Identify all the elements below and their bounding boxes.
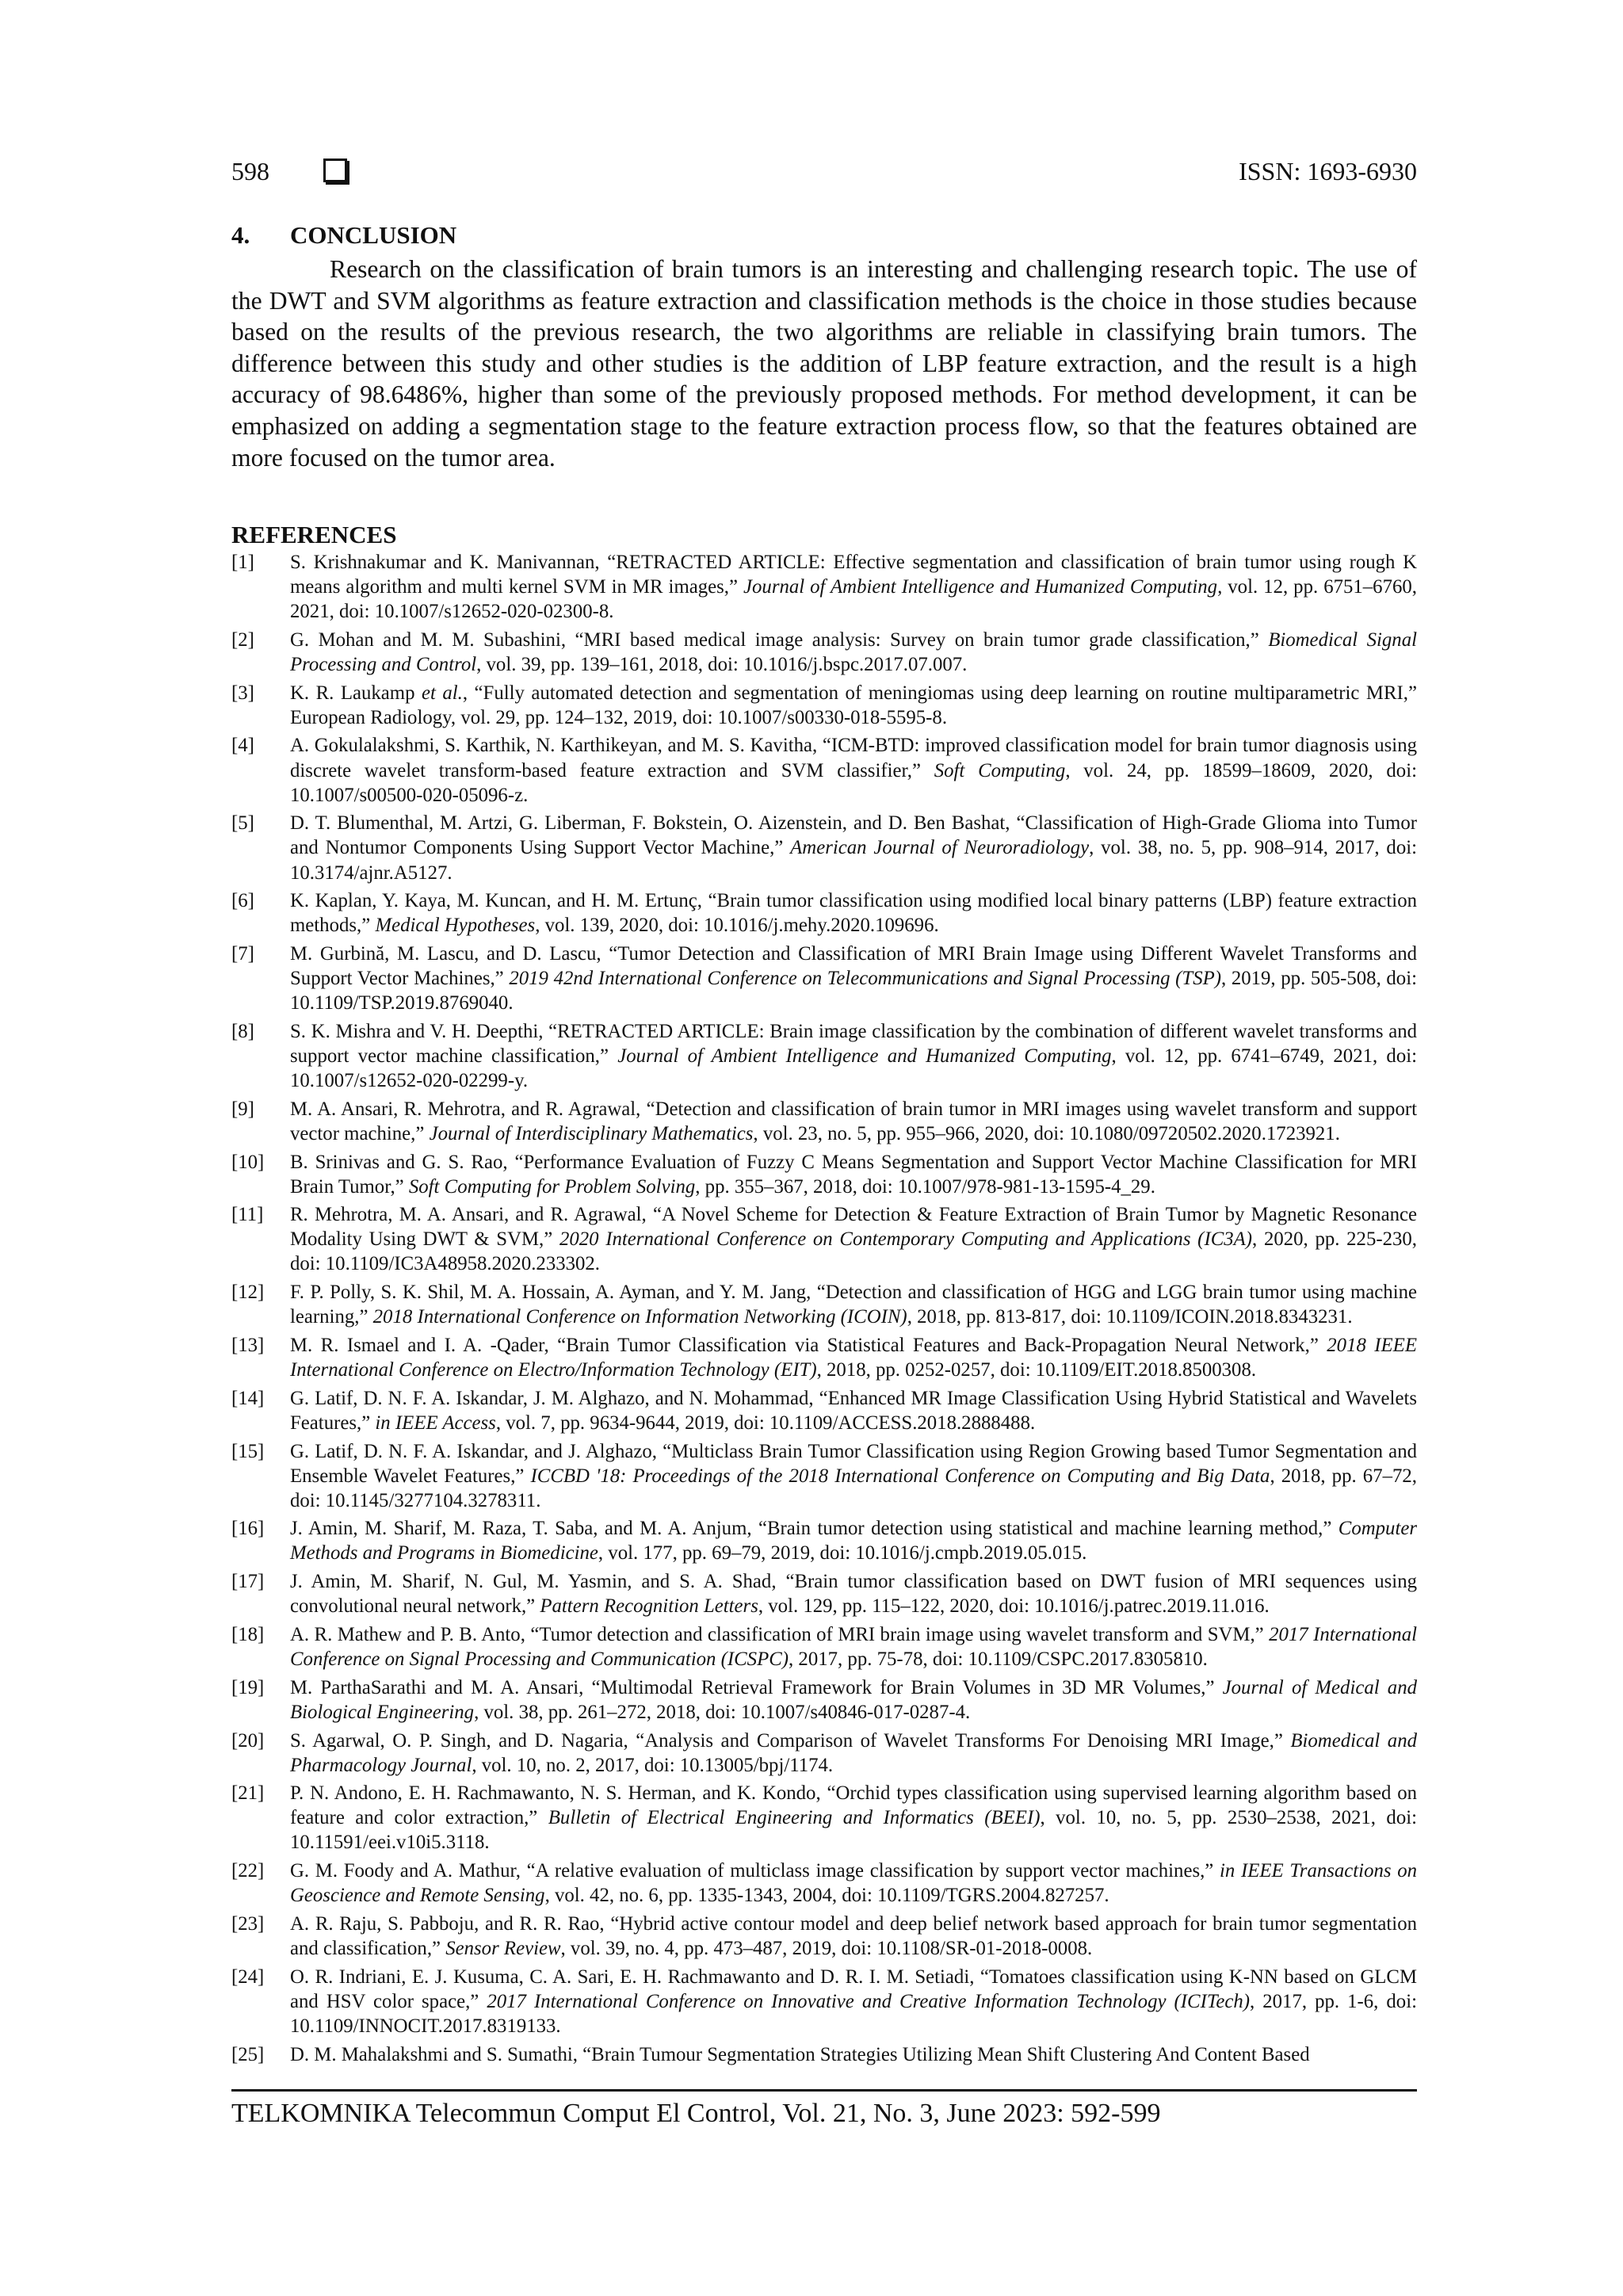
reference-authors-title: D. T. Blumenthal, M. Artzi, G. Liberman, F. Bokstein, O. Aizenstein, and D. Ben Bashat, “Classification of High-Grade Glioma into Tumor and Nontumor Components Using Support Vector Machine,”: [290, 812, 1417, 859]
reference-details: , 2017, pp. 75-78, doi: 10.1109/CSPC.2017.8305810.: [789, 1648, 1208, 1671]
reference-details: vol. 12, pp. 6751–6760, 2021, doi: 10.1007/s12652-020-02300-8.: [290, 576, 1417, 623]
reference-item: [231, 628, 1417, 677]
reference-authors-title: G. Mohan and M. M. Subashini, “MRI based medical image analysis: Survey on brain tumor grade classification,”: [290, 628, 1269, 651]
reference-authors-title: M. R. Ismael and I. A. -Qader, “Brain Tumor Classification via Statistical Features and Back-Propagation Neural Network,”: [290, 1334, 1327, 1356]
reference-text: [290, 888, 1417, 938]
reference-text: [290, 1150, 1417, 1199]
reference-item: [231, 1675, 1417, 1725]
reference-item: [231, 1912, 1417, 1961]
reference-text: [290, 1333, 1417, 1382]
reference-text: [290, 1729, 1417, 1778]
reference-details: , vol. 39, pp. 139–161, 2018, doi: 10.1016/j.bspc.2017.07.007.: [476, 653, 968, 675]
reference-authors-title: M. A. Ansari, R. Mehrotra, and R. Agrawal, “Detection and classification of brain tumor in MRI images using wavelet transform and support vector machine,”: [290, 1098, 1417, 1144]
references-heading: REFERENCES: [231, 521, 397, 548]
reference-number: [24]: [231, 1966, 265, 1988]
reference-item: [231, 1622, 1417, 1671]
reference-details: , vol. 7, pp. 9634-9644, 2019, doi: 10.1109/ACCESS.2018.2888488.: [495, 1412, 1036, 1434]
reference-item: [231, 681, 1417, 730]
reference-number: [3]: [231, 682, 254, 704]
reference-authors-title: M. ParthaSarathi and M. A. Ansari, “Multimodal Retrieval Framework for Brain Volumes in 3D MR Volumes,”: [290, 1676, 1223, 1698]
reference-details: , vol. 38, pp. 261–272, 2018, doi: 10.1007/s40846-017-0287-4.: [474, 1701, 971, 1723]
reference-details: , 2018, pp. 0252-0257, doi: 10.1109/EIT.2018.8500308.: [816, 1359, 1257, 1381]
reference-item: [231, 1280, 1417, 1329]
reference-text: [290, 628, 1417, 677]
section-number: 4.: [231, 221, 250, 249]
reference-authors-title: D. M. Mahalakshmi and S. Sumathi, “Brain Tumour Segmentation Strategies Utilizing Mean Shift Clustering And Content Based: [290, 2043, 1310, 2065]
reference-text: [290, 1912, 1417, 1961]
reference-details: , vol. 12, pp. 6741–6749, 2021, doi: 10.1007/s12652-020-02299-y.: [290, 1045, 1417, 1092]
reference-venue: 2018 IEEE International Conference on Electro/Information Technology (EIT): [290, 1334, 1417, 1381]
reference-details: , 2018, pp. 813-817, doi: 10.1109/ICOIN.2018.8343231.: [907, 1306, 1353, 1328]
reference-venue: Medical Hypotheses: [375, 915, 536, 937]
reference-number: [13]: [231, 1334, 265, 1356]
reference-authors-title: O. R. Indriani, E. J. Kusuma, C. A. Sari, E. H. Rachmawanto and D. R. I. M. Setiadi, “Tomatoes classification using K-NN based on GLCM and HSV color space,”: [290, 1966, 1417, 2012]
reference-item: [231, 1202, 1417, 1276]
reference-authors-title: P. N. Andono, E. H. Rachmawanto, N. S. Herman, and K. Kondo, “Orchid types classification using supervised learning algorithm based on feature and color extraction,”: [290, 1782, 1417, 1829]
reference-text: [290, 1019, 1417, 1093]
reference-number: [4]: [231, 735, 254, 757]
reference-authors-title: J. Amin, M. Sharif, N. Gul, M. Yasmin, and S. A. Shad, “Brain tumor classification based on DWT fusion of MRI sequences using convolutional neural network,”: [290, 1571, 1417, 1618]
reference-item: [231, 1569, 1417, 1618]
reference-item: [231, 1439, 1417, 1513]
reference-text: [290, 1386, 1417, 1435]
reference-number: [12]: [231, 1282, 265, 1304]
reference-text: [290, 2042, 1417, 2067]
reference-item: [231, 1333, 1417, 1382]
reference-number: [5]: [231, 812, 254, 835]
reference-number: [11]: [231, 1204, 264, 1226]
reference-number: [15]: [231, 1440, 265, 1462]
reference-venue: Sensor Review: [445, 1938, 561, 1960]
conclusion-paragraph: Research on the classification of brain tumors is an interesting and challenging research topic. The use of the DWT and SVM algorithms as feature extraction and classification methods is the choice in those studies because based on the results of the previous research, the two algorithms are reliable in classifying brain tumors. The difference between this study and other studies is the addition of LBP feature extraction, and the result is a high accuracy of 98.6486%, higher than some of the previously proposed methods. For method development, it can be emphasized on adding a segmentation stage to the feature extraction process flow, so that the features obtained are more focused on the tumor area.: [231, 255, 1417, 472]
reference-details: , 2020, pp. 225-230, doi: 10.1109/IC3A48958.2020.233302.: [290, 1228, 1417, 1275]
footer-divider: [231, 2089, 1417, 2092]
reference-venue: Bulletin of Electrical Engineering and Informatics (BEEI): [548, 1807, 1041, 1829]
reference-item: [231, 942, 1417, 1015]
reference-text: [290, 1859, 1417, 1908]
reference-text: [290, 1280, 1417, 1329]
reference-number: [8]: [231, 1020, 254, 1042]
reference-item: [231, 2042, 1417, 2067]
reference-authors-title: A. R. Mathew and P. B. Anto, “Tumor detection and classification of MRI brain image using wavelet transform and SVM,”: [290, 1623, 1270, 1645]
reference-text: [290, 1965, 1417, 2038]
reference-item: [231, 1781, 1417, 1855]
reference-details: , vol. 38, no. 5, pp. 908–914, 2017, doi: 10.3174/ajnr.A5127.: [290, 837, 1418, 884]
reference-item: [231, 1386, 1417, 1435]
reference-venue: Journal of Interdisciplinary Mathematics: [429, 1122, 754, 1144]
reference-details: , vol. 129, pp. 115–122, 2020, doi: 10.1016/j.patrec.2019.11.016.: [758, 1595, 1270, 1618]
reference-number: [1]: [231, 552, 254, 573]
reference-item: [231, 1859, 1417, 1908]
reference-venue: et al.: [421, 682, 463, 704]
reference-venue: 2019 42nd International Conference on Telecommunications and Signal Processing (TSP): [509, 968, 1221, 990]
reference-venue: Journal of Ambient Intelligence and Humanized Computing,: [743, 576, 1223, 598]
reference-number: [21]: [231, 1782, 265, 1805]
reference-number: [10]: [231, 1151, 265, 1173]
reference-authors-title: S. K. Mishra and V. H. Deepthi, “RETRACTED ARTICLE: Brain image classification by the combination of different wavelet transforms and support vector machine classification,”: [290, 1020, 1417, 1067]
reference-venue: American Journal of Neuroradiology: [790, 837, 1090, 859]
reference-text: [290, 1569, 1417, 1618]
footer-citation: TELKOMNIKA Telecommun Comput El Control, Vol. 21, No. 3, June 2023: 592-599: [231, 2099, 1161, 2128]
reference-details: , 2018, pp. 67–72, doi: 10.1145/3277104.3278311.: [290, 1465, 1417, 1511]
reference-details: , vol. 10, no. 5, pp. 2530–2538, 2021, doi: 10.11591/eei.v10i5.3118.: [290, 1807, 1418, 1854]
reference-venue: Biomedical and Pharmacology Journal: [290, 1729, 1417, 1776]
reference-venue: Journal of Ambient Intelligence and Humanized Computing: [617, 1045, 1112, 1067]
reference-item: [231, 1965, 1417, 2038]
reference-details: , vol. 42, no. 6, pp. 1335-1343, 2004, doi: 10.1109/TGRS.2004.827257.: [544, 1885, 1109, 1907]
reference-details: , 2017, pp. 1-6, doi: 10.1109/INNOCIT.2017.8319133.: [290, 1990, 1417, 2037]
reference-authors-title: S. Agarwal, O. P. Singh, and D. Nagaria, “Analysis and Comparison of Wavelet Transforms For Denoising MRI Image,”: [290, 1729, 1291, 1752]
reference-venue: Soft Computing for Problem Solving: [408, 1175, 696, 1198]
reference-number: [16]: [231, 1518, 265, 1540]
reference-number: [19]: [231, 1676, 265, 1698]
page-number: 598: [231, 157, 269, 185]
reference-authors-title: G. Latif, D. N. F. A. Iskandar, J. M. Alghazo, and N. Mohammad, “Enhanced MR Image Classification Using Hybrid Statistical and Wavelets Features,”: [290, 1387, 1417, 1434]
reference-number: [14]: [231, 1387, 265, 1409]
reference-text: [290, 942, 1417, 1015]
reference-venue: in IEEE Access: [375, 1412, 496, 1434]
reference-text: [290, 811, 1417, 884]
reference-authors-title: G. M. Foody and A. Mathur, “A relative evaluation of multiclass image classification by support vector machines,”: [290, 1860, 1220, 1882]
reference-number: [2]: [231, 628, 254, 651]
reference-venue: Pattern Recognition Letters: [540, 1595, 758, 1618]
reference-item: [231, 1729, 1417, 1778]
reference-details: , vol. 139, 2020, doi: 10.1016/j.mehy.2020.109696.: [535, 915, 939, 937]
reference-item: [231, 1019, 1417, 1093]
conclusion-heading: [231, 220, 456, 250]
reference-venue: Biomedical Signal Processing and Control: [290, 628, 1417, 675]
reference-details: , vol. 23, no. 5, pp. 955–966, 2020, doi: 10.1080/09720502.2020.1723921.: [753, 1122, 1340, 1144]
reference-details: , pp. 355–367, 2018, doi: 10.1007/978-981-13-1595-4_29.: [695, 1175, 1155, 1198]
reference-text: [290, 1439, 1417, 1513]
reference-authors-title: R. Mehrotra, M. A. Ansari, and R. Agrawal, “A Novel Scheme for Detection & Feature Extraction of Brain Tumor by Magnetic Resonance Modality Using DWT & SVM,”: [290, 1204, 1417, 1251]
reference-text: [290, 681, 1417, 730]
reference-number: [9]: [231, 1098, 254, 1120]
reference-details: , vol. 177, pp. 69–79, 2019, doi: 10.1016/j.cmpb.2019.05.015.: [598, 1542, 1087, 1564]
reference-item: [231, 811, 1417, 884]
reference-venue: Computer Methods and Programs in Biomedicine: [290, 1518, 1417, 1564]
reference-item: [231, 1097, 1417, 1146]
reference-item: [231, 550, 1417, 624]
reference-details: , “Fully automated detection and segmentation of meningiomas using deep learning on routine multiparametric MRI,” European Radiology, vol. 29, pp. 124–132, 2019, doi: 10.1007/s00330-018-5595-8.: [290, 682, 1417, 728]
reference-text: [290, 1097, 1417, 1146]
reference-venue: 2017 International Conference on Signal Processing and Communication (ICSPC): [290, 1623, 1417, 1671]
reference-text: [290, 1622, 1417, 1671]
reference-venue: 2018 International Conference on Information Networking (ICOIN): [372, 1306, 907, 1328]
reference-venue: 2017 International Conference on Innovative and Creative Information Technology (ICITech): [487, 1990, 1251, 2012]
reference-text: [290, 1516, 1417, 1565]
reference-text: [290, 733, 1417, 807]
reference-authors-title: M. Gurbină, M. Lascu, and D. Lascu, “Tumor Detection and Classification of MRI Brain Image using Different Wavelet Transforms and Support Vector Machines,”: [290, 942, 1417, 990]
reference-authors-title: B. Srinivas and G. S. Rao, “Performance Evaluation of Fuzzy C Means Segmentation and Support Vector Machine Classification for MRI Brain Tumor,”: [290, 1151, 1417, 1198]
reference-authors-title: F. P. Polly, S. K. Shil, M. A. Hossain, A. Ayman, and Y. M. Jang, “Detection and classification of HGG and LGG brain tumor using machine learning,”: [290, 1282, 1417, 1328]
section-title: CONCLUSION: [290, 221, 457, 249]
issn-label: ISSN: 1693-6930: [1239, 157, 1417, 185]
reference-authors-title: K. R. Laukamp: [290, 682, 422, 704]
reference-authors-title: J. Amin, M. Sharif, M. Raza, T. Saba, and M. A. Anjum, “Brain tumor detection using statistical and machine learning method,”: [290, 1518, 1338, 1540]
reference-item: [231, 733, 1417, 807]
reference-number: [7]: [231, 942, 254, 965]
reference-item: [231, 888, 1417, 938]
reference-authors-title: A. R. Raju, S. Pabboju, and R. R. Rao, “Hybrid active contour model and deep belief network based approach for brain tumor segmentation and classification,”: [290, 1912, 1417, 1960]
page-header: [231, 155, 1417, 195]
reference-number: [20]: [231, 1729, 265, 1752]
reference-details: , 2019, pp. 505-508, doi: 10.1109/TSP.2019.8769040.: [290, 968, 1417, 1014]
reference-authors-title: A. Gokulalakshmi, S. Karthik, N. Karthikeyan, and M. S. Kavitha, “ICM-BTD: improved classification model for brain tumor diagnosis using discrete wavelet transform-based feature extraction and SVM classifier,”: [290, 735, 1417, 781]
reference-number: [22]: [231, 1860, 265, 1882]
reference-number: [17]: [231, 1571, 265, 1593]
reference-number: [6]: [231, 890, 254, 912]
reference-number: [23]: [231, 1912, 265, 1935]
reference-text: [290, 1781, 1417, 1855]
reference-venue: Journal of Medical and Biological Engineering: [290, 1676, 1417, 1723]
reference-venue: 2020 International Conference on Contemporary Computing and Applications (IC3A): [559, 1228, 1253, 1251]
reference-venue: Soft Computing: [934, 759, 1066, 781]
reference-text: [290, 1202, 1417, 1276]
reference-details: , vol. 24, pp. 18599–18609, 2020, doi: 10.1007/s00500-020-05096-z.: [290, 759, 1417, 806]
reference-item: [231, 1516, 1417, 1565]
reference-number: [18]: [231, 1623, 265, 1645]
reference-venue: in IEEE Transactions on Geoscience and Remote Sensing: [290, 1860, 1418, 1907]
reference-number: [25]: [231, 2043, 265, 2065]
reference-authors-title: K. Kaplan, Y. Kaya, M. Kuncan, and H. M. Ertunç, “Brain tumor classification using modified local binary patterns (LBP) feature extraction methods,”: [290, 890, 1417, 937]
square-box-icon: [323, 159, 347, 182]
reference-venue: ICCBD '18: Proceedings of the 2018 International Conference on Computing and Big Data: [530, 1465, 1270, 1487]
reference-authors-title: G. Latif, D. N. F. A. Iskandar, and J. Alghazo, “Multiclass Brain Tumor Classification using Region Growing based Tumor Segmentation and Ensemble Wavelet Features,”: [290, 1440, 1417, 1487]
reference-details: , vol. 39, no. 4, pp. 473–487, 2019, doi: 10.1108/SR-01-2018-0008.: [560, 1938, 1093, 1960]
reference-authors-title: S. Krishnakumar and K. Manivannan, “RETRACTED ARTICLE: Effective segmentation and classification of brain tumor using rough K means algorithm and multi kernel SVM in MR images,”: [290, 552, 1417, 598]
reference-list: [231, 550, 1417, 2070]
reference-text: [290, 1675, 1417, 1725]
reference-item: [231, 1150, 1417, 1199]
reference-text: [290, 550, 1417, 624]
reference-details: , vol. 10, no. 2, 2017, doi: 10.13005/bpj/1174.: [472, 1754, 834, 1776]
